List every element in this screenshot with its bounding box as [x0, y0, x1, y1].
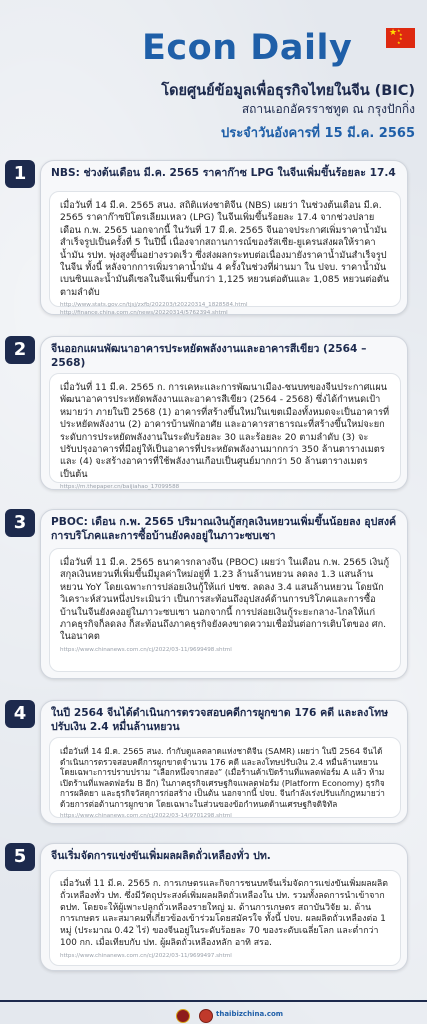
news-body-box: [49, 737, 401, 818]
news-body-box: [49, 548, 401, 672]
news-body-box: [49, 191, 401, 317]
news-source-link[interactable]: https://www.chinanews.com.cn/cj/2022/03-11/9699498.shtml: [60, 646, 232, 653]
news-title: จีนเริ่มจัดการแข่งขันเพิ่มผลผลิตถั่วเหลืองทั่ว ปท.: [51, 850, 271, 862]
embassy-name: สถานเอกอัครราชทูต ณ กรุงปักกิ่ง: [241, 102, 415, 116]
news-body-box: [49, 870, 401, 966]
news-title: PBOC: เดือน ก.พ. 2565 ปริมาณเงินกู้สกุลเงินหยวนเพิ่มขึ้นน้อยลง อุปสงค์การบริโภคและการซื้อบ้านยังคงอยู่ในภาวะซบเซา: [51, 516, 397, 542]
news-number: 2: [5, 336, 35, 364]
publisher-name: โดยศูนย์ข้อมูลเพื่อธุรกิจไทยในจีน (BIC): [161, 83, 415, 99]
news-body: เมื่อวันที่ 11 มี.ค. 2565 ก. การเกษตรและกิจการชนบทจีนเริ่มจัดการแข่งขันเพิ่มผลผลิตถั่วเหลืองทั่ว ปท. ซึ่งมีวัตถุประสงค์เพิ่มผลผลิตถั่วเหลืองใน ปท. รวมทั้งลดการนำเข้าจาก ตปท. โดยจะให้ผู้เพาะปลูกถั่วเหลืองรายใหญ่ ม. ด้านการเกษตร สถาบันวิจัย ม. ด้านการเกษตร และสมาคมที่เกี่ยวข้องเข้าร่วมโดยสมัครใจ ทั้งนี้ ปจบ. ผลผลิตถั่วเหลืองต่อ 1 หมู่ (ประมาณ 0.42 ไร่) ของจีนอยู่ในระดับร้อยละ 70 ของระดับเฉลี่ยโลก และต่ำกว่า 100 กก. เมื่อเทียบกับ ปท. ผู้ผลิตถั่วเหลืองหลัก อาทิ สรอ.: [60, 879, 388, 948]
news-number: 3: [5, 509, 35, 537]
news-card: [13, 509, 408, 679]
flag-star-icon: ★: [389, 28, 398, 38]
news-card: [13, 336, 408, 491]
news-body: เมื่อวันที่ 11 มี.ค. 2565 ก. การเคหะและการพัฒนาเมือง-ชนบทของจีนประกาศแผนพัฒนาอาคารประหยัดพลังงานและอาคารสีเขียว (2564 - 2568) ซึ่งได้กำหนดเป้าหมายว่า ภายในปี 2568 (1) อาคารที่สร้างขึ้นใหม่ในเขตเมืองทั้งหมดจะเป็นอาคารที่ประหยัดพลังงาน (2) อาคารบ้านพักอาศัย และอาคารสาธารณะที่สร้างขึ้นใหม่จะยกระดับการประหยัดพลังงานในระดับร้อยละ 30 และร้อยละ 20 ตามลำดับ (3) จะปรับปรุงอาคารที่มีอยู่ให้เป็นอาคารที่ประหยัดพลังงานมากกว่า 350 ล้านตารางเมตร และ (4) จะสร้างอาคารที่ใช้พลังงานเกือบเป็นศูนย์มากกว่า 50 ล้านตารางเมตร เป็นต้น: [60, 382, 390, 480]
embassy-emblem-icon: [176, 1009, 190, 1023]
news-body: เมื่อวันที่ 14 มี.ค. 2565 สนง. สถิติแห่งชาติจีน (NBS) เผยว่า ในช่วงต้นเดือน มี.ค. 2565 ราคาก๊าซปิโตรเลียมเหลว (LPG) ในจีนเพิ่มขึ้นร้อยละ 17.4 จากช่วงปลายเดือน ก.พ. 2565 นอกจากนี้ ในวันที่ 17 มี.ค. 2565 จีนอาจประกาศเพิ่มราคาน้ำมันสำเร็จรูปเป็นครั้งที่ 5 ในปีนี้ เนื่องจากสถานการณ์ของรัสเซีย-ยูเครนส่งผลให้ราคาน้ำมัน รปท. พุ่งสูงขึ้นอย่างรวดเร็ว ซึ่งส่งผลกระทบต่อเนื่องมายังราคาน้ำมันสำเร็จรูปในจีน ทั้งนี้ หลังจากการเพิ่มราคาน้ำมัน 4 ครั้งในช่วงที่ผ่านมา ใน ปจบ. ราคาน้ำมันเบนซินและน้ำมันดีเซลในจีนเพิ่มขึ้นกว่า 1,125 หยวนต่อตันและ 1,085 หยวนต่อตัน ตามลำดับ: [60, 200, 390, 298]
news-number: 1: [5, 160, 35, 188]
news-title: NBS: ช่วงต้นเดือน มี.ค. 2565 ราคาก๊าซ LPG ในจีนเพิ่มขึ้นร้อยละ 17.4: [51, 167, 396, 179]
flag-star-icon: ★: [397, 40, 401, 45]
news-title: จีนออกแผนพัฒนาอาคารประหยัดพลังงานและอาคารสีเขียว (2564 – 2568): [51, 343, 367, 369]
news-body: เมื่อวันที่ 11 มี.ค. 2565 ธนาคารกลางจีน (PBOC) เผยว่า ในเดือน ก.พ. 2565 เงินกู้สกุลเงินหยวนที่เพิ่มขึ้นมีมูลค่าใหม่อยู่ที่ 1.23 ล้านล้านหยวน ลดลง 1.3 แสนล้านหยวน YoY โดยเฉพาะการปล่อยเงินกู้ให้แก่ ปชช. ลดลง 3.4 แสนล้านหยวน โดยนักวิเคราะห์ส่วนหนึ่งประเมินว่า เป็นการสะท้อนถึงอุปสงค์ด้านการบริโภคและการซื้อบ้านในจีนยังคงอยู่ในภาวะซบเซา นอกจากนี้ การปล่อยเงินกู้ระยะกลาง-ไกลให้แก่ภาคธุรกิจก็ลดลง ก็สะท้อนถึงภาคธุรกิจยังคงขาดความเชื่อมั่นต่อการเติบโตของ ศก. ในอนาคต: [60, 557, 390, 643]
bic-logo-icon: [199, 1009, 213, 1023]
flag-star-icon: ★: [399, 36, 403, 41]
news-source-link[interactable]: https://www.chinanews.com.cn/cj/2022/03-11/9699497.shtml: [60, 952, 232, 959]
news-body-box: [49, 373, 401, 491]
news-source-link[interactable]: http://www.stats.gov.cn/tjsj/zxfb/202203/t20220314_1828584.html http://finance.china.com.cn/news/20220314/5762394.shtml: [60, 302, 248, 317]
china-flag-icon: [386, 28, 415, 48]
issue-date: ประจำวันอังคารที่ 15 มี.ค. 2565: [220, 126, 415, 141]
footer-website-link[interactable]: thaibizchina.com: [216, 1010, 284, 1018]
news-source-link[interactable]: https://www.chinanews.com.cn/cj/2022/03-14/9701298.shtml: [60, 812, 232, 819]
news-source-link[interactable]: https://m.thepaper.cn/baijiahao_17099588: [60, 484, 180, 491]
news-card: [13, 700, 408, 824]
news-card: [13, 160, 408, 317]
news-number: 5: [5, 843, 35, 871]
news-body: เมื่อวันที่ 14 มี.ค. 2565 สนง. กำกับดูแลตลาดแห่งชาติจีน (SAMR) เผยว่า ในปี 2564 จีนได้ดำเนินการตรวจสอบคดีการผูกขาดจำนวน 176 คดี และลงโทษปรับเงิน 2.4 หมื่นล้านหยวน โดยเฉพาะการปราบปราม “เลือกหนึ่งจากสอง” (เมื่อร้านค้าเปิดร้านที่แพลตฟอร์ม A แล้ว ห้ามเปิดร้านที่แพลตฟอร์ม B อีก) ในภาคธุรกิจเศรษฐกิจแพลตฟอร์ม (Platform Economy) ธุรกิจการผลิตยา และธุรกิจวัสดุการก่อสร้าง เป็นต้น นอกจากนี้ ปจบ. จีนกำลังเร่งปรับแก้กฎหมายว่าด้วยการต่อต้านการผูกขาด โดยเฉพาะในส่วนของข้อกำหนดด้านเศรษฐกิจดิจิทัล: [60, 746, 385, 809]
news-title: ในปี 2564 จีนได้ดำเนินการตรวจสอบคดีการผูกขาด 176 คดี และลงโทษปรับเงิน 2.4 หมื่นล้านหยวน: [51, 707, 389, 733]
flag-star-icon: ★: [397, 28, 401, 33]
flag-star-icon: ★: [399, 32, 403, 37]
footer-divider: [0, 1000, 427, 1002]
news-card: [13, 843, 408, 971]
news-number: 4: [5, 700, 35, 728]
page-title: Econ Daily: [142, 28, 353, 68]
